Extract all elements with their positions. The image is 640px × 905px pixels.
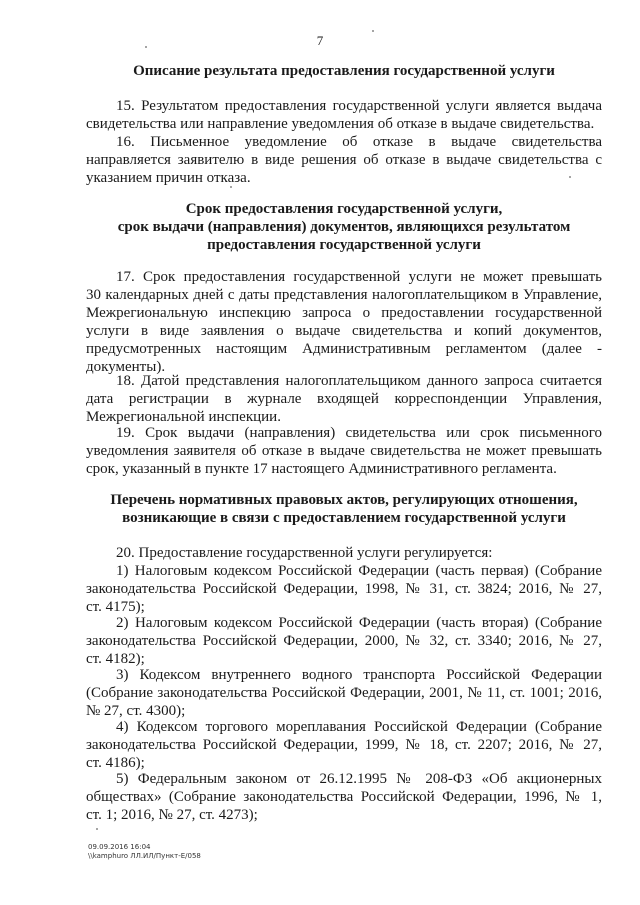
paragraph-16: 16. Письменное уведомление об отказе в выдаче свидетельства направляется заявителю в виде решения об отказе в выдаче свидетельства с указанием причин отказа. [86,134,602,186]
scan-speck [96,828,98,830]
section-heading-deadline: Срок предоставления государственной услуги, срок выдачи (направления) документов, являющихся результатом предоставления государственной услуги [117,201,571,253]
scan-speck [230,186,232,188]
legal-act-item-5: 5) Федеральным законом от 26.12.1995 № 208-ФЗ «Об акционерных обществах» (Собрание законодательства Российской Федерации, 1996, № 1, ст. 1; 2016, № 27, ст. 4273); [86,771,602,823]
legal-act-item-1: 1) Налоговым кодексом Российской Федерации (часть первая) (Собрание законодательства Российской Федерации, 1998, № 31, ст. 3824; 2016, № 27, ст. 4175); [86,563,602,615]
paragraph-20: 20. Предоставление государственной услуги регулируется: [116,545,493,561]
page-number: 7 [316,33,324,48]
section-heading-legal-acts: Перечень нормативных правовых актов, регулирующих отношения, возникающие в связи с предоставлением государственной услуги [110,492,578,526]
scan-speck [372,30,374,32]
legal-act-item-2: 2) Налоговым кодексом Российской Федерации (часть вторая) (Собрание законодательства Российской Федерации, 2000, № 32, ст. 3340; 2016, № 27, ст. 4182); [86,615,602,667]
legal-act-item-4: 4) Кодексом торгового мореплавания Российской Федерации (Собрание законодательства Российской Федерации, 1999, № 18, ст. 2207; 2016, № 27, ст. 4186); [86,719,602,771]
scan-speck [145,46,147,48]
legal-act-item-3: 3) Кодексом внутреннего водного транспорта Российской Федерации (Собрание законодательства Российской Федерации, 2001, № 11, ст. 1001; 2016, № 27, ст. 4300); [86,667,602,719]
paragraph-18: 18. Датой представления налогоплательщиком данного запроса считается дата регистрации в журнале входящей корреспонденции Управления, Межрегиональной инспекции. [86,373,602,425]
paragraph-19: 19. Срок выдачи (направления) свидетельства или срок письменного уведомления заявителя об отказе в выдаче свидетельства не может превышать срок, указанный в пункте 17 настоящего Административного регламента. [86,425,602,477]
scan-speck [569,176,571,178]
section-heading-result: Описание результата предоставления государственной услуги [133,63,555,79]
paragraph-15: 15. Результатом предоставления государственной услуги является выдача свидетельства или направление уведомления об отказе в выдаче свидетельства. [86,98,602,132]
paragraph-17: 17. Срок предоставления государственной услуги не может превышать 30 календарных дней с даты представления налогоплательщиком в Управление, Межрегиональную инспекцию запроса о предоставлении государственной услуги в виде заявления о выдаче свидетельства и копий документов, предусмотренных настоящим Административным регламентом (далее - документы). [86,269,602,375]
footer-print-stamp: 09.09.2016 16:04 \\kamphuro ЛЛ.ИЛ/Пункт-Е/058 [88,843,201,860]
